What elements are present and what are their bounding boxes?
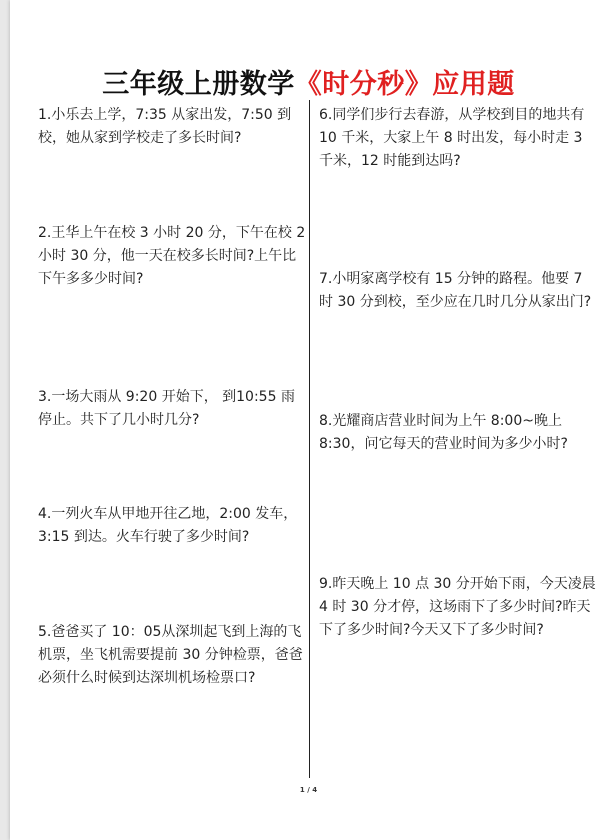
question-5: 5.爸爸买了 10：05从深圳起飞到上海的飞机票，坐飞机需要提前 30 分钟检票，爸爸必须什么时候到达深圳机场检票口? <box>38 624 303 686</box>
title-highlight: 《时分秒》应用题 <box>294 69 515 100</box>
column-divider <box>309 100 310 778</box>
question-1: 1.小乐去上学，7:35 从家出发，7:50 到校，她从家到学校走了多长时间? <box>38 107 292 146</box>
question-8: 8.光耀商店营业时间为上午 8:00~晚上 8:30，问它每天的营业时间为多少小时? <box>319 413 568 452</box>
question-7: 7.小明家离学校有 15 分钟的路程。他要 7 时 30 分到校，至少应在几时几分从家出门? <box>319 271 592 310</box>
page-number: 1 / 4 <box>299 786 318 794</box>
document-page <box>10 0 607 840</box>
question-6: 6.同学们步行去春游，从学校到目的地共有 10 千米，大家上午 8 时出发，每小时走 3 千米，12 时能到达吗? <box>319 107 585 169</box>
question-9: 9.昨天晚上 10 点 30 分开始下雨，今天凌晨 4 时 30 分才停，这场雨下了多少时间?昨天下了多少时间?今天又下了多少时间? <box>319 576 596 638</box>
question-2: 2.王华上午在校 3 小时 20 分，下午在校 2 小时 30 分，他一天在校多长时间?上午比下午多多少时间? <box>38 225 306 287</box>
question-3: 3.一场大雨从 9:20 开始下， 到10:55 雨停止。共下了几小时几分? <box>38 389 295 428</box>
title-prefix: 三年级上册数学 <box>102 69 295 100</box>
question-4: 4.一列火车从甲地开往乙地，2:00 发车，3:15 到达。火车行驶了多少时间? <box>38 506 298 545</box>
page-title <box>10 62 607 101</box>
